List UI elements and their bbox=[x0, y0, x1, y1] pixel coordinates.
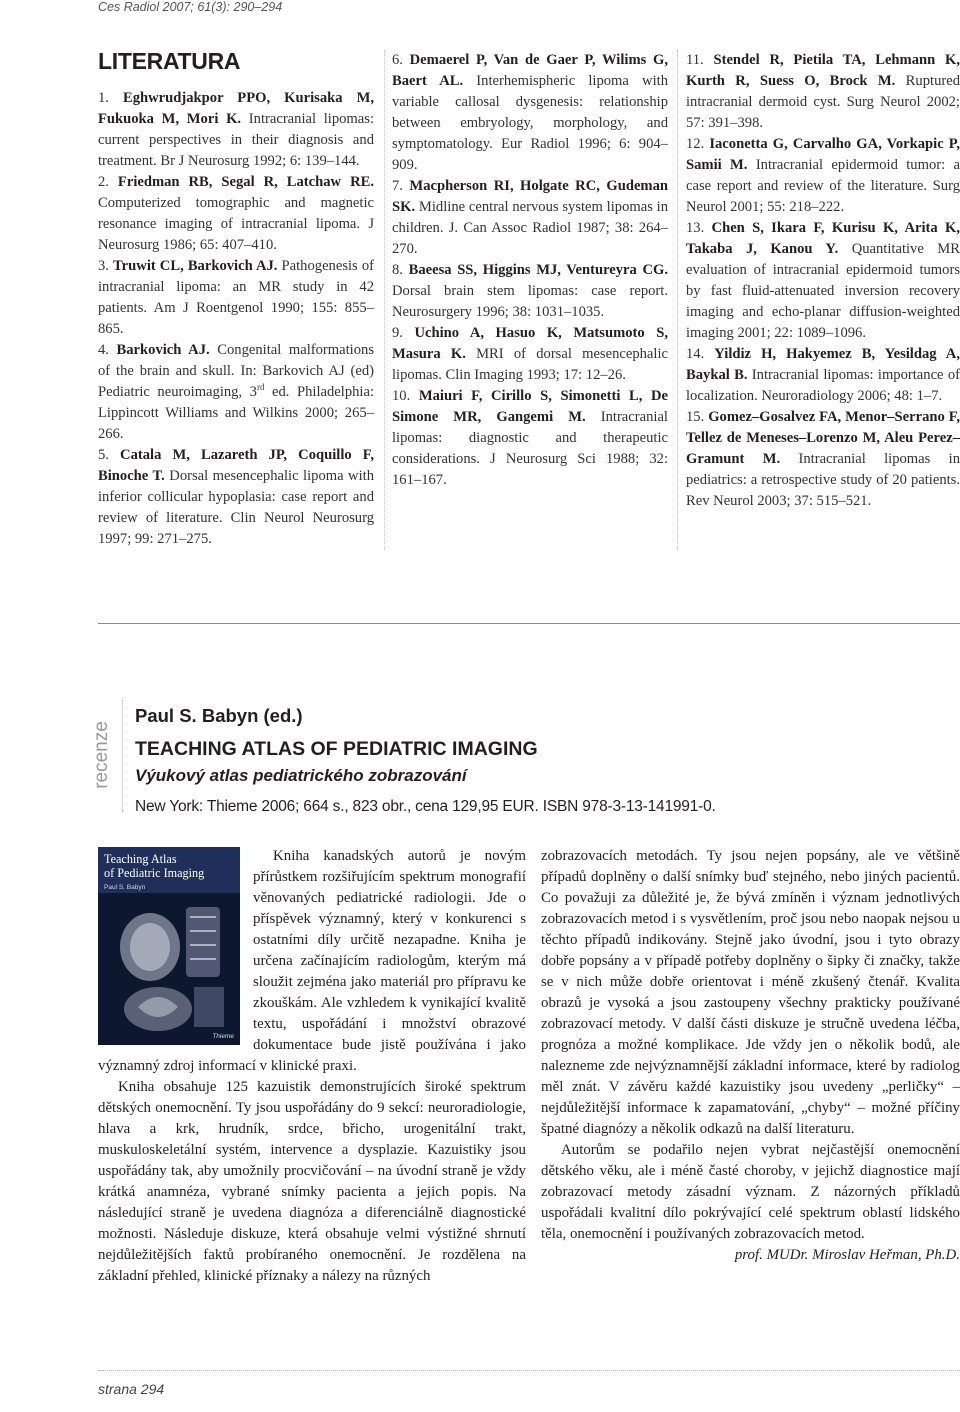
reference-number: 12. bbox=[686, 136, 710, 152]
reference-text: Dorsal brain stem lipomas: case report. Neurosurgery 1996; 38: 1031–1035. bbox=[392, 283, 668, 320]
reference-number: 1. bbox=[98, 90, 123, 106]
reference-number: 8. bbox=[392, 262, 409, 278]
reference-authors: Chen S, Ikara F, Kurisu K, Arita K, Takaba J, Kanou Y. bbox=[686, 220, 960, 257]
reference-number: 3. bbox=[98, 258, 114, 274]
reference-text: Congenital malformations of the brain and skull. In: Barkovich AJ (ed) Pediatric neuroimaging, 3 bbox=[98, 342, 374, 400]
reference-authors: Stendel R, Pietila TA, Lehmann K, Kurth R, Suess O, Brock M. bbox=[686, 52, 960, 89]
review-paragraph: Kniha obsahuje 125 kazuistik demonstrujících široké spektrum dětských onemocnění. Ty jsou uspořádány do 9 sekcí: neuroradiologie, hlava a krk, hrudník, srdce, břicho, urogenitální trakt, muskuloskeletální systém, intervence a dysplazie. Kazuistiky jsou uspořádány tak, aby umožnily procvičování – na úvodní straně je vždy krátká anamnéza, vybrané snímky pacienta a jejich popis. Na následující straně je uvedena diagnóza a diferenciálně diagnostické možnosti. Následuje diskuze, která obsahuje velmi výstižné shrnutí nejdůležitějších faktů probíraného onemocnění. Je rozdělena na základní přehled, klinické příznaky a nálezy na různých bbox=[98, 1079, 526, 1284]
reference-text: Interhemispheric lipoma with variable callosal dysgenesis: relationship between embryology, morphology, and symptomatology. Eur Radiol 1996; 6: 904–909. bbox=[392, 73, 668, 173]
reference-text: MRI of dorsal mesencephalic lipomas. Clin Imaging 1993; 17: 12–26. bbox=[392, 346, 668, 383]
reference-number: 9. bbox=[392, 325, 415, 341]
reference-item bbox=[392, 323, 668, 386]
reference-text: Computerized tomographic and magnetic resonance imaging of intracranial lipoma. J Neurosurg 1986; 65: 407–410. bbox=[98, 195, 374, 253]
reference-item bbox=[98, 88, 374, 172]
running-head: Ces Radiol 2007; 61(3): 290–294 bbox=[98, 0, 283, 14]
reference-text: Intracranial lipomas: importance of localization. Neuroradiology 2006; 48: 1–7. bbox=[686, 367, 960, 404]
reference-number: 15. bbox=[686, 409, 709, 425]
reference-text: ed. Philadelphia: Lippincott Williams and Wilkins 2000; 265–266. bbox=[98, 384, 374, 442]
reference-number: 14. bbox=[686, 346, 715, 362]
reference-authors: Yildiz H, Hakyemez B, Yesildag A, Baykal B. bbox=[686, 346, 960, 383]
review-text-right-column bbox=[541, 846, 960, 1266]
literature-title: LITERATURA bbox=[98, 48, 241, 74]
reference-authors: Macpherson RI, Holgate RC, Gudeman SK. bbox=[392, 178, 668, 215]
reviewer-signature: prof. MUDr. Miroslav Heřman, Ph.D. bbox=[734, 1247, 960, 1263]
reference-authors: Eghwrudjakpor PPO, Kurisaka M, Fukuoka M, Mori K. bbox=[98, 90, 375, 127]
reference-number: 7. bbox=[392, 178, 410, 194]
reference-item bbox=[98, 340, 374, 445]
reference-item bbox=[98, 445, 374, 550]
section-divider bbox=[98, 623, 960, 624]
reference-authors: Friedman RB, Segal R, Latchaw RE. bbox=[117, 174, 374, 190]
reference-text: Intracranial lipomas: current perspectives in their diagnosis and treatment. Br J Neurosurg 1992; 6: 139–144. bbox=[98, 111, 374, 169]
reference-text: Quantitative MR evaluation of intracranial epidermoid tumors by fast fluid-attenuated inversion recovery imaging and echo-planar diffusion-weighted imaging 2001; 22: 1089–1096. bbox=[686, 241, 960, 341]
reference-item bbox=[686, 218, 960, 344]
footer-divider bbox=[98, 1370, 960, 1371]
column-divider bbox=[384, 50, 385, 550]
reference-authors: Gomez–Gosalvez FA, Menor–Serrano F, Tellez de Meneses–Lorenzo M, Aleu Perez–Gramunt M. bbox=[686, 409, 960, 467]
references-column-3 bbox=[686, 50, 960, 512]
reference-item bbox=[98, 172, 374, 256]
cover-author: Paul S. Babyn bbox=[104, 884, 146, 891]
side-label-rule bbox=[122, 700, 124, 812]
reference-item bbox=[686, 407, 960, 512]
reference-text: Pathogenesis of intracranial lipoma: an MR study in 42 patients. Am J Roentgenol 1990; 155: 855–865. bbox=[98, 258, 374, 337]
reference-authors: Truwit CL, Barkovich AJ. bbox=[113, 258, 278, 274]
reference-text: Ruptured intracranial dermoid cyst. Surg Neurol 2002; 57: 391–398. bbox=[686, 73, 960, 131]
reference-text: Intracranial lipomas: diagnostic and therapeutic considerations. J Neurosurg Sci 1988; 32: 161–167. bbox=[392, 409, 668, 488]
reference-authors: Demaerel P, Van de Gaer P, Wilims G, Baert AL. bbox=[392, 52, 668, 89]
reference-number: 11. bbox=[686, 52, 714, 68]
review-paragraph: Autorům se podařilo nejen vybrat nejčastější onemocnění dětského věku, ale i méně časté choroby, v jejichž diagnostice mají zobrazovací metody zásadní význam. Z názorných příkladů uspořádali kvalitní dílo pokrývající celé spektrum oblastí lidského těla, onemocnění i používaných zobrazovacích metod. bbox=[541, 1142, 960, 1242]
reference-item bbox=[686, 134, 960, 218]
cover-publisher: Thieme bbox=[212, 1033, 234, 1040]
reference-text: Dorsal mesencephalic lipoma with inferior collicular hypoplasia: case report and review of literature. Clin Neurol Neurosurg 1997; 99: 271–275. bbox=[98, 468, 374, 547]
reference-item bbox=[392, 260, 668, 323]
review-book-author: Paul S. Babyn (ed.) bbox=[135, 705, 303, 726]
reference-number: 5. bbox=[98, 447, 121, 463]
review-paragraph: zobrazovacích metodách. Ty jsou nejen popsány, ale ve většině případů doplněny o další snímky buď stejného, nebo jiných pacientů. Co považuji za důležité je, že bývá zmíněn i význam jednotlivých zobrazovacích metod i s vysvětlením, proč jsou nebo naopak nejsou u těchto případů indikovány. Stejně jako úvodní, jsou i tyto obrazy dobře popsány a v případě potřeby doplněny o šipky či značky, takže se v nich může dobře orientovat i méně zkušený čtenář. Kvalita obrazů je vysoká a jsou zastoupeny všechny prakticky používané zobrazovací metody. V další části diskuze je stručně uvedena léčba, prognóza a možné komplikace. Jde vždy jen o několik bodů, ale nalezneme zde nejvýznamnější základní informace, které by radiolog měl znát. V závěru každé kazuistiky jsou uvedeny „perličky“ – nejdůležitější informace k zapamatování, „chyby“ – možné příčiny špatné diagnózy a několik odkazů na další literaturu. bbox=[541, 848, 960, 1137]
reference-item bbox=[98, 256, 374, 340]
reference-authors: Maiuri F, Cirillo S, Simonetti L, De Simone MR, Gangemi M. bbox=[392, 388, 669, 425]
reference-authors: Iaconetta G, Carvalho GA, Vorkapic P, Samii M. bbox=[686, 136, 960, 173]
reference-number: 10. bbox=[392, 388, 419, 404]
reference-number: 2. bbox=[98, 174, 118, 190]
reference-authors: Catala M, Lazareth JP, Coquillo F, Binoche T. bbox=[98, 447, 375, 484]
page-number: strana 294 bbox=[98, 1381, 165, 1397]
reference-text: Midline central nervous system lipomas in children. J. Can Assoc Radiol 1987; 38: 264–270. bbox=[392, 199, 668, 257]
cover-title: Teaching Atlas of Pediatric Imaging bbox=[104, 852, 205, 880]
column-divider bbox=[677, 50, 678, 550]
reference-item bbox=[392, 386, 668, 491]
reference-number: 13. bbox=[686, 220, 712, 236]
reference-item bbox=[392, 50, 668, 176]
reference-number: 4. bbox=[98, 342, 117, 358]
references-column-2 bbox=[392, 50, 668, 491]
review-book-title: TEACHING ATLAS OF PEDIATRIC IMAGING bbox=[135, 738, 538, 760]
review-paragraph: Kniha kanadských autorů je novým přírůstkem rozšiřujícím spektrum monografií věnovaných pediatrické radiologii. Jde o příspěvek významný, který v konkurenci s ostatními díly určitě nezapadne. Kniha je určena začínajícím radiologům, kterým má sloužit zejména jako materiál pro přípravu ke zkouškám. Ale vzhledem k vynikající kvalitě textu, uspořádání i množství obrazové dokumentace bude jistě používána i jako významný zdroj informací v klinické praxi. bbox=[98, 848, 526, 1074]
review-text-left-column bbox=[98, 846, 526, 1287]
section-side-label bbox=[82, 700, 122, 810]
reference-number: 6. bbox=[392, 52, 410, 68]
reference-superscript: rd bbox=[256, 382, 265, 393]
reference-authors: Uchino A, Hasuo K, Matsumoto S, Masura K. bbox=[392, 325, 668, 362]
review-book-subtitle: Výukový atlas pediatrického zobrazování bbox=[135, 766, 467, 785]
reference-authors: Barkovich AJ. bbox=[116, 342, 210, 358]
review-bibliographic-info: New York: Thieme 2006; 664 s., 823 obr., cena 129,95 EUR. ISBN 978-3-13-141991-0. bbox=[135, 798, 716, 815]
reference-item bbox=[686, 344, 960, 407]
side-label-text: recenze bbox=[91, 721, 112, 789]
reference-text: Intracranial epidermoid tumor: a case report and review of the literature. Surg Neurol 2001; 55: 218–222. bbox=[686, 157, 960, 215]
reference-authors: Baeesa SS, Higgins MJ, Ventureyra CG. bbox=[408, 262, 669, 278]
reference-text: Intracranial lipomas in pediatrics: a retrospective study of 20 patients. Rev Neurol 2003; 37: 515–521. bbox=[686, 451, 960, 509]
references-column-1 bbox=[98, 88, 374, 550]
reference-item bbox=[392, 176, 668, 260]
cover-float-spacer bbox=[98, 846, 253, 1051]
reference-item bbox=[686, 50, 960, 134]
